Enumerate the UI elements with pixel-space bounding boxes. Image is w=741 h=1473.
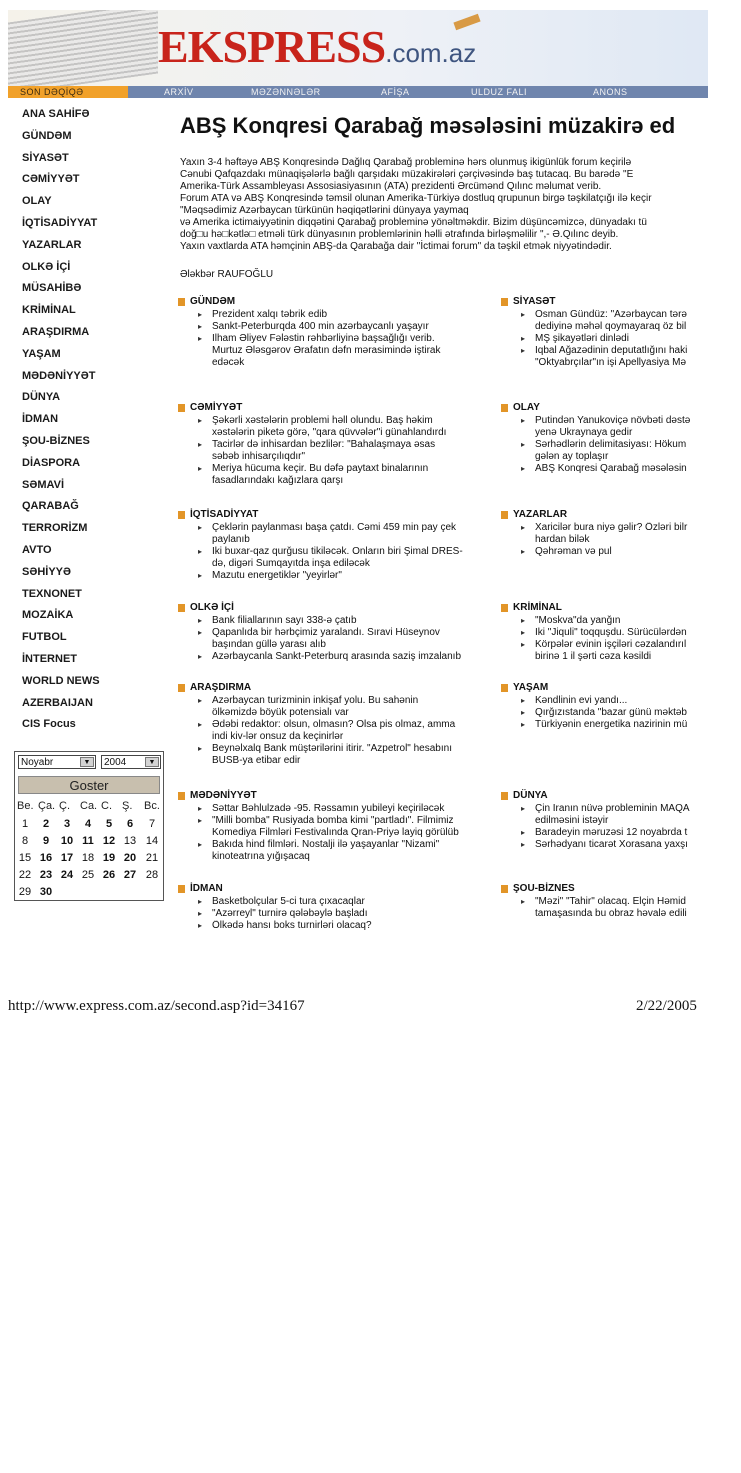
section-heading[interactable]: OLKƏ İÇİ bbox=[178, 601, 500, 615]
calendar-day[interactable]: 23 bbox=[39, 869, 53, 881]
sidebar-item[interactable]: QARABAĞ bbox=[22, 500, 79, 513]
news-item[interactable] bbox=[501, 615, 708, 627]
news-item-text: tamaşasında bu obraz həvalə edili bbox=[535, 908, 687, 919]
calendar-day[interactable]: 9 bbox=[42, 835, 50, 847]
news-item-text: birinə 1 il şərti cəza kəsildi bbox=[535, 651, 652, 662]
news-item[interactable] bbox=[178, 333, 500, 369]
calendar-day-name: Ca. bbox=[80, 800, 98, 812]
sidebar-item[interactable]: ARAŞDIRMA bbox=[22, 326, 90, 338]
news-item-text: ▸ Mazutu energetiklər "yeyirlər" bbox=[212, 570, 342, 581]
calendar-day-name: Be. bbox=[17, 800, 34, 812]
section-heading[interactable]: ŞOU-BİZNES bbox=[501, 882, 708, 896]
news-item[interactable] bbox=[178, 546, 500, 570]
chevron-down-icon[interactable]: ▼ bbox=[80, 757, 94, 767]
news-item-text: edilməsini istəyir bbox=[535, 815, 609, 826]
calendar-day[interactable]: 28 bbox=[145, 869, 159, 881]
news-item-text: ▸ Səttar Bəhlulzadə -95. Rəssamın yubileyi keçiriləcək bbox=[212, 803, 445, 814]
news-item[interactable] bbox=[501, 627, 708, 639]
news-item-text: ▸ İlham Əliyev Fələstin rəhbərliyinə başsağlığı verib. bbox=[212, 333, 435, 344]
article-paragraph-line: "Məqsədimiz Azərbaycan türkünün həqiqətlərini dünyaya yaymaq bbox=[180, 205, 469, 216]
news-item[interactable] bbox=[501, 839, 708, 851]
calendar-day[interactable]: 5 bbox=[105, 818, 113, 830]
news-item-text: indi kiv-lər onsuz da keçinirlər bbox=[212, 731, 344, 742]
calendar-day[interactable]: 15 bbox=[18, 852, 32, 864]
news-item-text: ▸ "Məzi" "Tahir" olacaq. Elçin Həmid bbox=[535, 896, 686, 907]
news-item[interactable] bbox=[178, 815, 500, 839]
site-logo[interactable] bbox=[158, 20, 476, 73]
news-item[interactable] bbox=[501, 522, 708, 546]
news-item-text: ▸ Körpələr evinin işçiləri cəzalandırıl bbox=[535, 639, 687, 650]
goster-button[interactable]: Goster bbox=[18, 776, 160, 794]
news-item[interactable] bbox=[501, 463, 708, 475]
news-section bbox=[178, 401, 500, 487]
sidebar-item[interactable]: ŞOU-BİZNES bbox=[22, 435, 90, 447]
section-heading[interactable]: CƏMİYYƏT bbox=[178, 401, 500, 415]
nav-ulduz-fali[interactable]: ULDUZ FALI bbox=[471, 87, 528, 97]
news-item-text: ▸ "Moskva"da yanğın bbox=[535, 615, 621, 626]
sidebar-item[interactable]: OLKƏ İÇİ bbox=[22, 260, 71, 273]
year-select[interactable] bbox=[101, 755, 161, 769]
section-heading[interactable]: GÜNDƏM bbox=[178, 295, 500, 309]
calendar-day[interactable]: 2 bbox=[42, 818, 50, 830]
sidebar-item[interactable]: KRİMİNAL bbox=[22, 304, 76, 317]
article-paragraph-line: Yaxın vaxtlarda ATA həmçinin ABŞ-da Qarabağa dair "İctimai forum" da təşkil etmək niyyətindədir. bbox=[180, 241, 612, 252]
news-item-text: ▸ İqbal Ağazədinin deputatlığını haki bbox=[535, 345, 688, 356]
calendar-day[interactable]: 6 bbox=[126, 818, 134, 830]
calendar-day[interactable]: 14 bbox=[145, 835, 159, 847]
news-item[interactable] bbox=[501, 345, 708, 369]
news-section bbox=[501, 882, 708, 920]
sidebar-item[interactable]: SƏMAVİ bbox=[22, 478, 65, 491]
sidebar-item[interactable]: GÜNDƏM bbox=[22, 129, 72, 142]
calendar-day[interactable]: 30 bbox=[39, 886, 53, 898]
news-item-text: xəstələrin piketə görə, "qara qüvvələr"i günahlandırdı bbox=[212, 427, 447, 438]
news-item[interactable] bbox=[501, 309, 708, 333]
site-header bbox=[8, 10, 708, 86]
news-item-text: ▸ Sərhədlərin delimitasiyası: Hökum bbox=[535, 439, 687, 450]
news-item-text: paylanıb bbox=[212, 534, 250, 545]
news-item-text: gələn ay toplaşır bbox=[535, 451, 609, 462]
sidebar-item[interactable]: AVTO bbox=[22, 544, 52, 556]
news-item-text: də, digəri Sumqayıtda inşa ediləcək bbox=[212, 558, 370, 569]
calendar bbox=[14, 751, 164, 901]
sidebar-item[interactable]: YAŞAM bbox=[22, 347, 61, 360]
section-heading[interactable]: DÜNYA bbox=[501, 789, 708, 803]
news-item-text: başından güllə yarası alıb bbox=[212, 639, 326, 650]
news-item-text: Murtuz Ələsgərov Ərafatın dəfn mərasimində iştirak bbox=[212, 345, 441, 356]
news-item[interactable] bbox=[178, 743, 500, 767]
news-item-text: ▸ İki "Jiquli" toqquşdu. Sürücülərdən bbox=[535, 627, 687, 638]
news-item-text: ▸ Ölkədə hansı boks turnirləri olacaq? bbox=[212, 920, 372, 931]
news-item-text: "Oktyabrçılar"ın işi Apellyasiya Mə bbox=[535, 357, 687, 368]
article-author: Ələkbər RAUFOĞLU bbox=[180, 269, 274, 280]
sidebar-item[interactable]: FUTBOL bbox=[22, 631, 67, 644]
calendar-day-name: C. bbox=[101, 800, 112, 812]
calendar-day[interactable]: 8 bbox=[21, 835, 29, 847]
news-item[interactable] bbox=[501, 827, 708, 839]
news-item[interactable] bbox=[178, 803, 500, 815]
news-item-text: kinoteatrına yığışacaq bbox=[212, 851, 310, 862]
news-item[interactable] bbox=[501, 719, 708, 731]
news-item[interactable] bbox=[178, 651, 500, 663]
news-item[interactable] bbox=[501, 707, 708, 719]
news-section bbox=[178, 882, 500, 932]
sidebar-item[interactable]: CƏMİYYƏT bbox=[22, 173, 80, 186]
news-section bbox=[501, 601, 708, 663]
news-item[interactable] bbox=[501, 639, 708, 663]
news-item[interactable] bbox=[501, 695, 708, 707]
month-value: Noyabr bbox=[21, 757, 54, 768]
news-item-text: ▸ ABŞ Konqresi Qarabağ məsələsin bbox=[535, 463, 687, 474]
news-item[interactable] bbox=[501, 546, 708, 558]
calendar-day[interactable]: 20 bbox=[123, 852, 137, 864]
section-heading[interactable]: YAZARLAR bbox=[501, 508, 708, 522]
news-item-text: ▸ Kəndlinin evi yandı... bbox=[535, 695, 628, 706]
news-section bbox=[178, 295, 500, 369]
calendar-day[interactable]: 26 bbox=[102, 869, 116, 881]
news-item-text: ▸ Azərbaycan turizminin inkişaf yolu. Bu sahənin bbox=[212, 695, 419, 706]
nav-mezenneler[interactable]: MƏZƏNNƏLƏR bbox=[251, 87, 321, 97]
news-item-text: ▸ Xaricilər bura niyə gəlir? Özləri bilr bbox=[535, 522, 688, 533]
article-paragraph-line: və Amerika ictimaiyyətinin diqqətini Qarabağ probleminə yönəltməkdir. Bizim düşüncəmizcə, dünyadakı tü bbox=[180, 217, 647, 228]
sidebar-item[interactable]: MÜSAHİBƏ bbox=[22, 282, 82, 295]
news-item-text: fasadlarındakı kağızlara qarşı bbox=[212, 475, 344, 486]
nav-son-deqiqe[interactable]: SON DƏQİQƏ bbox=[20, 87, 84, 97]
calendar-day[interactable]: 29 bbox=[18, 886, 32, 898]
calendar-day-name: Ş. bbox=[122, 800, 133, 812]
calendar-day-name: Ça. bbox=[38, 800, 56, 812]
news-item-text: səbəb inhisarçılıqdır" bbox=[212, 451, 306, 462]
sidebar-item[interactable]: İDMAN bbox=[22, 413, 59, 426]
top-nav bbox=[8, 86, 708, 98]
calendar-day[interactable]: 19 bbox=[102, 852, 116, 864]
sidebar-item[interactable]: İQTİSADİYYAT bbox=[22, 217, 98, 229]
sidebar-item[interactable]: MOZAİKA bbox=[22, 609, 74, 622]
news-item[interactable] bbox=[178, 570, 500, 582]
news-item[interactable] bbox=[501, 439, 708, 463]
news-item-text: ▸ İki buxar-qaz qurğusu tikiləcək. Onların biri Şimal DRES- bbox=[212, 546, 463, 557]
sidebar-item[interactable]: TEXNONET bbox=[22, 587, 82, 600]
news-item-text: ▸ Putindən Yanukoviçə növbəti dəstə bbox=[535, 415, 691, 426]
news-item-text: ▸ Beynəlxalq Bank müştərilərini itirir. "Azpetrol" hesabını bbox=[212, 743, 452, 754]
news-item[interactable] bbox=[501, 896, 708, 920]
news-item-text: ▸ Qırğızıstanda "bazar günü məktəb bbox=[535, 707, 687, 718]
news-item[interactable] bbox=[178, 908, 500, 920]
calendar-day[interactable]: 12 bbox=[102, 835, 116, 847]
sidebar-item[interactable]: TERRORİZM bbox=[22, 522, 88, 535]
calendar-day[interactable]: 4 bbox=[84, 818, 92, 830]
calendar-day[interactable]: 11 bbox=[82, 835, 94, 847]
news-item-text: ▸ Bank filiallarının sayı 338-ə çatıb bbox=[212, 615, 357, 626]
news-item-text: yenə Ukraynaya gedir bbox=[535, 427, 633, 438]
news-item-text: ▸ Prezident xalqı təbrik edib bbox=[212, 309, 328, 320]
news-item-text: ▸ Çin İranın nüvə probleminin MAQA bbox=[535, 803, 690, 814]
news-item-text: ▸ Qapanlıda bir hərbçimiz yaralandı. Sıravi Hüseynov bbox=[212, 627, 440, 638]
calendar-day[interactable]: 10 bbox=[60, 835, 74, 847]
news-item-text: ▸ Tacirlər də inhisardan bezlilər: "Bahalaşmaya əsas bbox=[212, 439, 436, 450]
news-item-text: ▸ Basketbolçular 5-ci tura çıxacaqlar bbox=[212, 896, 365, 907]
calendar-day-name: Bc. bbox=[144, 800, 160, 812]
news-item[interactable] bbox=[178, 615, 500, 627]
article-paragraph-line: Cənubi Qafqazdakı münaqişələrlə bağlı qarşıdakı müzakirələri çərçivəsində baş tutacaq. Bu barədə "E bbox=[180, 169, 634, 180]
nav-afisa[interactable]: AFİŞA bbox=[381, 87, 410, 97]
sidebar-item[interactable]: ANA SAHİFƏ bbox=[22, 108, 90, 120]
article-body bbox=[180, 157, 708, 253]
calendar-day[interactable]: 1 bbox=[21, 818, 29, 830]
news-item[interactable] bbox=[178, 719, 500, 743]
sidebar-item[interactable]: SİYASƏT bbox=[22, 151, 69, 164]
news-item-text: ▸ Baradeyin məruzəsi 12 noyabrda t bbox=[535, 827, 688, 838]
article-paragraph-line: Amerika-Türk Assambleyası Assosiasiyasının (ATA) prezidenti Ərcümənd Qılınc məlumat verib. bbox=[180, 181, 602, 192]
news-item[interactable] bbox=[501, 415, 708, 439]
news-item[interactable] bbox=[178, 309, 500, 321]
year-value: 2004 bbox=[104, 757, 127, 768]
news-item[interactable] bbox=[178, 695, 500, 719]
page-url: http://www.express.com.az/second.asp?id=34167 bbox=[8, 998, 305, 1014]
news-item[interactable] bbox=[178, 463, 500, 487]
news-item-text: ▸ Azərbaycanla Sankt-Peterburq arasında saziş imzalanıb bbox=[212, 651, 462, 662]
news-section bbox=[501, 401, 708, 475]
news-item-text: ▸ Bakıda hind filmləri. Nostalji ilə yaşayanlar "Nizami" bbox=[212, 839, 440, 850]
nav-anons[interactable]: ANONS bbox=[593, 87, 628, 97]
newspaper-graphic bbox=[8, 10, 158, 86]
section-heading[interactable]: KRİMİNAL bbox=[501, 601, 708, 615]
article-paragraph-line: doğ□u hə□kətlə□ etməli türk dünyasının problemlərinin həlli ətrafında birləşməlilir ",- Ə.Qılınc deyib. bbox=[180, 229, 619, 240]
news-item[interactable] bbox=[178, 321, 500, 333]
news-section bbox=[178, 601, 500, 663]
news-item-text: ▸ Çeklərin paylanması başa çatdı. Cəmi 459 min pay çek bbox=[212, 522, 457, 533]
section-heading[interactable]: İQTİSADİYYAT bbox=[178, 508, 500, 522]
news-item-text: ölkəmizdə böyük potensialı var bbox=[212, 707, 349, 718]
calendar-day[interactable]: 17 bbox=[60, 852, 74, 864]
news-item-text: Komediya Filmləri Festivalında Qran-Priyə layiq görülüb bbox=[212, 827, 459, 838]
news-section bbox=[501, 681, 708, 731]
sidebar-item[interactable]: OLAY bbox=[22, 195, 52, 208]
news-item-text: ▸ Meriya hücuma keçir. Bu dəfə paytaxt binalarının bbox=[212, 463, 429, 474]
news-section bbox=[501, 295, 708, 369]
section-heading[interactable]: YAŞAM bbox=[501, 681, 708, 695]
section-heading[interactable]: İDMAN bbox=[178, 882, 500, 896]
article-paragraph-line: Forum ATA və ABŞ Konqresində təmsil olunan Amerika-Türkiyə dostluq qrupunun birgə təşkilatçığı ilə keçir bbox=[180, 193, 652, 204]
logo-domain: .com.az bbox=[385, 38, 477, 68]
calendar-day[interactable]: 21 bbox=[145, 852, 159, 864]
calendar-day[interactable]: 16 bbox=[39, 852, 53, 864]
sidebar-item[interactable]: MƏDƏNİYYƏT bbox=[22, 369, 96, 382]
news-item[interactable] bbox=[178, 415, 500, 439]
calendar-day[interactable]: 13 bbox=[123, 835, 137, 847]
news-item-text: ▸ Ədəbi redaktor: olsun, olmasın? Olsa pis olmaz, amma bbox=[212, 719, 456, 730]
news-item-text: BUSB-ya etibar edir bbox=[212, 755, 301, 766]
news-item-text: ▸ MŞ şikayətləri dinlədi bbox=[535, 333, 629, 344]
calendar-day[interactable]: 22 bbox=[18, 869, 32, 881]
calendar-day[interactable]: 3 bbox=[63, 818, 71, 830]
sidebar-item[interactable]: AZERBAIJAN bbox=[22, 696, 93, 709]
news-item[interactable] bbox=[178, 522, 500, 546]
article-paragraph-line: Yaxın 3-4 həftəyə ABŞ Konqresində Dağlıq Qarabağ probleminə hərs olunmuş ikigünlük forum keçirilə bbox=[180, 157, 632, 168]
news-item[interactable] bbox=[501, 333, 708, 345]
sidebar-item[interactable]: İNTERNET bbox=[22, 653, 77, 665]
news-item[interactable] bbox=[501, 803, 708, 827]
news-item-text: ▸ "Milli bomba" Rusiyada bomba kimi "partladı". Filmimiz bbox=[212, 815, 454, 826]
news-item-text: ▸ Qəhrəman və pul bbox=[535, 546, 612, 557]
news-section bbox=[178, 681, 500, 767]
news-item-text: ▸ "Azərreyl" turnirə qələbəylə başladı bbox=[212, 908, 368, 919]
section-heading[interactable]: SİYASƏT bbox=[501, 295, 708, 309]
chevron-down-icon[interactable]: ▼ bbox=[145, 757, 159, 767]
sidebar-item[interactable]: WORLD NEWS bbox=[22, 674, 100, 687]
calendar-day[interactable]: 7 bbox=[148, 818, 156, 830]
news-item[interactable] bbox=[178, 439, 500, 463]
calendar-day[interactable]: 27 bbox=[123, 869, 137, 881]
sidebar-item[interactable]: CIS Focus bbox=[22, 718, 76, 731]
news-item-text: ▸ Şəkərli xəstələrin problemi həll olundu. Baş həkim bbox=[212, 415, 433, 426]
calendar-day[interactable]: 18 bbox=[81, 852, 95, 864]
news-item[interactable] bbox=[178, 920, 500, 932]
news-item-text: hardan bilək bbox=[535, 534, 590, 545]
news-item-text: edəcək bbox=[212, 357, 245, 368]
news-item[interactable] bbox=[178, 896, 500, 908]
news-item-text: ▸ Sankt-Peterburqda 400 min azərbaycanlı yaşayır bbox=[212, 321, 429, 332]
sidebar-item[interactable]: DÜNYA bbox=[22, 391, 61, 404]
news-item-text: ▸ Türkiyənin energetika nazirinin mü bbox=[535, 719, 688, 730]
month-select[interactable] bbox=[18, 755, 96, 769]
calendar-day[interactable]: 24 bbox=[60, 869, 74, 881]
news-item[interactable] bbox=[178, 839, 500, 863]
sidebar-item[interactable]: SƏHİYYƏ bbox=[22, 565, 71, 578]
news-section bbox=[501, 508, 708, 558]
news-section bbox=[178, 508, 500, 582]
calendar-day-name: Ç. bbox=[59, 800, 70, 812]
calendar-day[interactable]: 25 bbox=[81, 869, 95, 881]
news-section bbox=[178, 789, 500, 863]
news-item-text: ▸ Sərhədyanı ticarət Xorasana yaxşı bbox=[535, 839, 688, 850]
section-heading[interactable]: MƏDƏNİYYƏT bbox=[178, 789, 500, 803]
logo-main: EKSPRESS bbox=[158, 21, 386, 72]
sidebar-item[interactable]: YAZARLAR bbox=[22, 238, 82, 251]
news-section bbox=[501, 789, 708, 851]
article-title: ABŞ Konqresi Qarabağ məsələsini müzakirə ed bbox=[180, 113, 676, 138]
news-item-text: ▸ Osman Gündüz: "Azərbaycan tərə bbox=[535, 309, 687, 320]
nav-arxiv[interactable]: ARXİV bbox=[164, 87, 194, 97]
news-item[interactable] bbox=[178, 627, 500, 651]
section-heading[interactable]: OLAY bbox=[501, 401, 708, 415]
print-date: 2/22/2005 bbox=[636, 998, 697, 1014]
section-heading[interactable]: ARAŞDIRMA bbox=[178, 681, 500, 695]
sidebar-item[interactable]: DİASPORA bbox=[22, 456, 81, 469]
news-item-text: dediyinə məhəl qoymayaraq öz bil bbox=[535, 321, 687, 332]
